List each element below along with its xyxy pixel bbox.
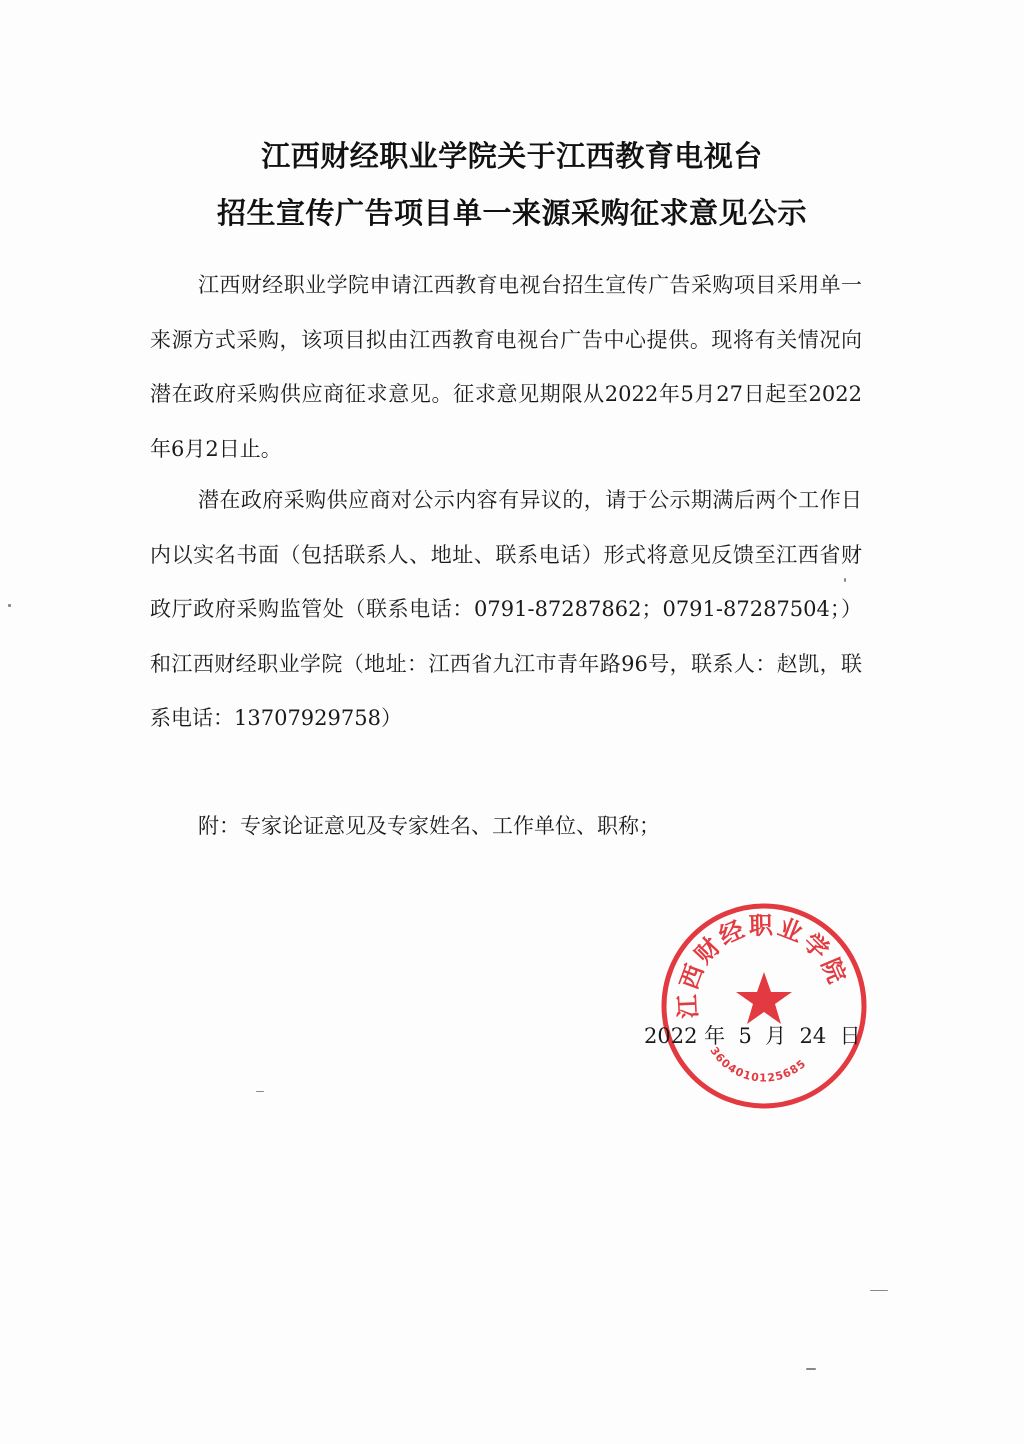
paragraph-1: 江西财经职业学院申请江西教育电视台招生宣传广告采购项目采用单一来源方式采购，该项目拟由江西教育电视台广告中心提供。现将有关情况向潜在政府采购供应商征求意见。征求意见期限从2022年5月27日起至2022年6月2日止。 — [150, 273, 862, 461]
document-title-line2: 招生宣传广告项目单一来源采购征求意见公示 — [216, 196, 807, 230]
paragraph-2: 潜在政府采购供应商对公示内容有异议的，请于公示期满后两个工作日内以实名书面（包括联系人、地址、联系电话）形式将意见反馈至江西省财政厅政府采购监管处（联系电话：0791-87287862；0791-87287504；）和江西财经职业学院（地址：江西省九江市青年路96号，联系人：赵凯，联系电话：13707929758） — [150, 488, 862, 730]
scan-speck — [844, 578, 846, 582]
scan-speck — [8, 604, 11, 607]
document-title-line1: 江西财经职业学院关于江西教育电视台 — [261, 139, 763, 173]
document-date: 2022 年 5 月 24 日 — [644, 1024, 861, 1048]
seal-arc-text: 江西财经职业学院 — [673, 911, 853, 1020]
seal-code: 3604010125685 — [707, 1044, 809, 1085]
attachment-note: 附：专家论证意见及专家姓名、工作单位、职称； — [198, 814, 660, 838]
official-seal — [658, 900, 870, 1112]
scan-speck — [806, 1368, 816, 1370]
scan-speck — [256, 1091, 264, 1092]
scan-speck — [870, 1290, 888, 1291]
